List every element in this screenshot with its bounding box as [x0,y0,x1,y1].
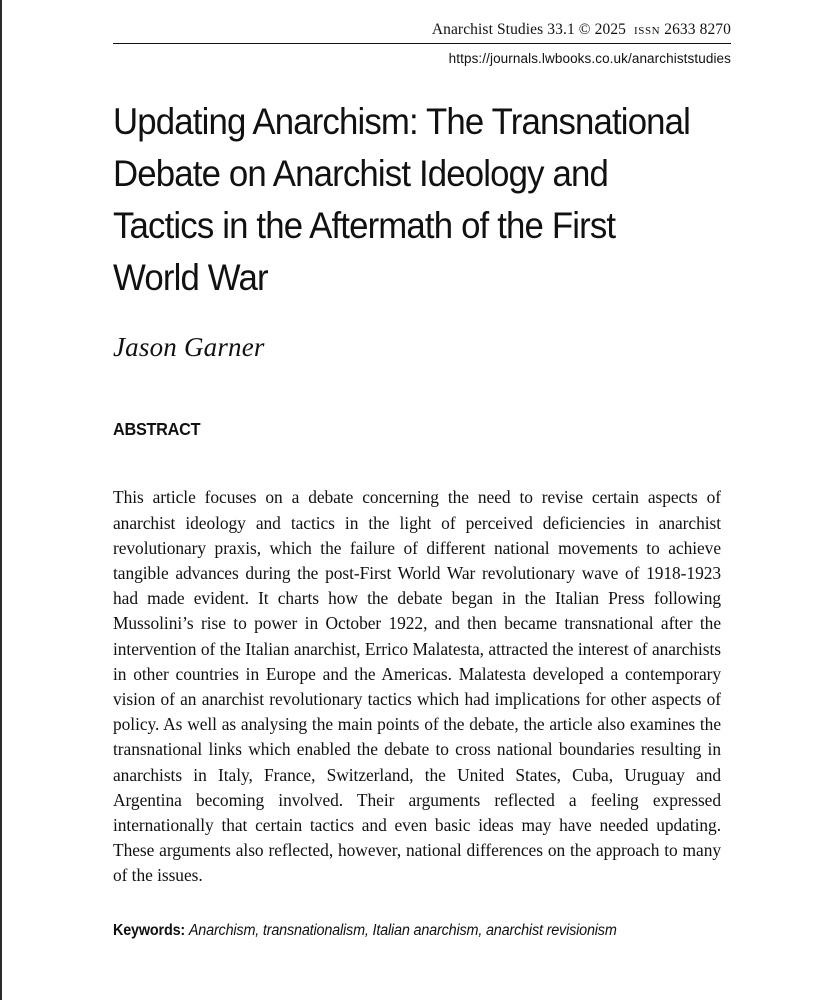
title-line: Tactics in the Aftermath of the First [113,205,616,246]
title-line: Debate on Anarchist Ideology and [113,153,609,194]
journal-url-link[interactable]: https://journals.lwbooks.co.uk/anarchiststudies [448,51,731,66]
author-name: Jason Garner [113,332,265,362]
keywords-list: Anarchism, transnationalism, Italian anarchism, anarchist revisionism [188,922,617,939]
header-rule [113,43,731,44]
journal-header [113,20,731,68]
abstract-text: This article focuses on a debate concerning the need to revise certain aspects of anarchist ideology and tactics in the light of perceived deficiencies in anarchist revolutionary praxis, which the failure of different national movements to achieve tangible advances during the post-First World War revolutionary wave of 1918-1923 had made evident. It charts how the debate began in the Italian Press following Mussolini’s rise to power in October 1922, and then became transnational after the intervention of the Italian anarchist, Errico Malatesta, attracted the interest of anarchists in other countries in Europe and the Americas. Malatesta developed a contemporary vision of an anarchist revolutionary tactics which had implications for other aspects of policy. As well as analysing the main points of the debate, the article also examines the transnational links which enabled the debate to cross national boundaries resulting in anarchists in Italy, France, Switzerland, the United States, Cuba, Uruguay and Argentina becoming involved. Their arguments reflected a feeling expressed internationally that certain tactics and even basic ideas may have needed updating. These arguments also reflected, however, national differences on the approach to many of the issues. [113,487,721,886]
article-title [113,96,715,304]
abstract-heading: ABSTRACT [113,419,201,439]
keywords-line [113,921,690,941]
title-line: World War [113,257,268,298]
title-line: Updating Anarchism: The Transnational [113,101,691,142]
issn-number: 2633 8270 [664,21,731,38]
issn-label: issn [633,21,661,38]
journal-name: Anarchist Studies 33.1 © 2025 [431,21,627,38]
journal-citation-line [113,20,731,40]
keywords-label: Keywords: [113,922,186,939]
page-left-edge [0,0,2,1000]
